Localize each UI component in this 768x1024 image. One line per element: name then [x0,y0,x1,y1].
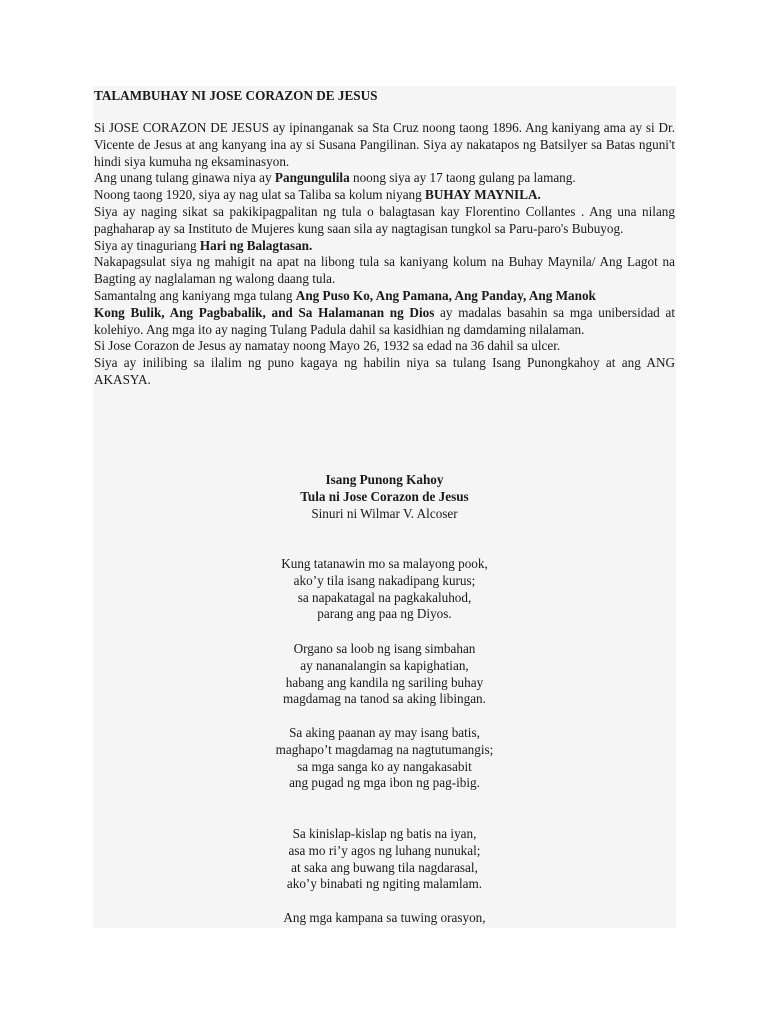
poem-line: Sa kinislap-kislap ng batis na iyan, [292,826,477,841]
poem-line: asa mo ri’y agos ng luhang nunukal; [288,842,481,858]
poem-line: ako’y tila isang nakadipang kurus; [293,572,476,588]
poem-line: sa mga sanga ko ay nangakasabit [297,758,472,774]
poem-line: Kung tatanawin mo sa malayong pook, [281,556,488,571]
bio-text: noong siya ay 17 taong gulang pa lamang. [349,170,576,186]
bio-bold-text: BUHAY MAYNILA. [425,187,541,203]
poem-stanza-3 [94,725,675,792]
bio-paragraph [94,187,675,204]
poem-line: ako’y binabati ng ngiting malamlam. [286,876,483,892]
poem-line: habang ang kandila ng sariling buhay [285,674,484,690]
document-title: TALAMBUHAY NI JOSE CORAZON DE JESUS [94,88,378,103]
bio-paragraph [94,288,675,305]
bio-paragraph [94,170,675,187]
bio-bold-text: Ang Puso Ko, Ang Pamana, Ang Panday, Ang Manok [295,287,596,303]
poem-stanza-4 [94,826,675,893]
poem-line: Organo sa loob ng isang simbahan [293,641,476,656]
poem-stanza-5 [94,910,675,927]
poem-stanza-2 [94,641,675,708]
bio-paragraph: Siya ay naging sikat sa pakikipagpalitan ng tula o balagtasan kay Florentino Collantes . Ang una nilang paghaharap ay sa Instituto de Mujeres kung saan sila ay nagtagisan tungkol sa Paru-paro's Bubuyog. [94,203,675,236]
poem-line: magdamag na tanod sa aking libingan. [283,691,486,707]
poem-analyst: Sinuri ni Wilmar V. Alcoser [311,505,458,521]
bio-bold-text: Pangungulila [274,170,350,186]
bio-paragraph [94,238,675,255]
biography-section [94,120,675,389]
poem-title: Isang Punong Kahoy [325,472,444,487]
bio-text: Ang unang tulang ginawa niya ay [94,170,275,186]
poem-stanza-1 [94,556,675,623]
bio-text: Samantalng ang kaniyang mga tulang [94,287,296,303]
poem-line: Ang mga kampana sa tuwing orasyon, [283,910,486,925]
bio-paragraph: Siya ay inilibing sa ilalim ng puno kagaya ng habilin niya sa tulang Isang Punongkahoy at ang ANG AKASYA. [94,355,675,387]
poem-header [94,472,675,522]
poem-line: ang pugad ng mga ibon ng pag-ibig. [289,775,480,791]
bio-bold-text: Hari ng Balagtasan. [199,237,313,253]
poem-line: at saka ang buwang tila nagdarasal, [291,859,478,875]
bio-bold-text: Kong Bulik, Ang Pagbabalik, and Sa Halamanan ng Dios [94,304,435,320]
poem-author: Tula ni Jose Corazon de Jesus [300,488,469,504]
poem-line: ay nananalangin sa kapighatian, [300,657,469,673]
bio-text: ay madalas basahin sa mga unibersidad at kolehiyo. Ang mga ito ay naging Tulang Padula dahil sa kasidhian ng damdaming nilalaman. [94,304,676,337]
poem-line: parang ang paa ng Diyos. [317,606,452,622]
poem-line: Sa aking paanan ay may isang batis, [289,725,480,740]
bio-paragraph: Si Jose Corazon de Jesus ay namatay noong Mayo 26, 1932 sa edad na 36 dahil sa ulcer. [94,338,561,354]
poem-line: maghapo’t magdamag na nagtutumangis; [275,741,494,757]
bio-paragraph: Si JOSE CORAZON DE JESUS ay ipinanganak sa Sta Cruz noong taong 1896. Ang kaniyang ama ay si Dr. Vicente de Jesus at ang kanyang ina ay si Susana Pangilinan. Siya ay nakatapos ng Batsilyer sa Batas nguni't hindi siya kumuha ng eksaminasyon. [94,120,675,169]
bio-text: Siya ay tinaguriang [94,237,200,253]
document-body [93,86,676,928]
bio-paragraph: Nakapagsulat siya ng mahigit na apat na libong tula sa kaniyang kolum na Buhay Maynila/ Ang Lagot na Bagting ay naglalaman ng walong daang tula. [94,254,675,287]
poem-line: sa napakatagal na pagkakaluhod, [297,589,472,605]
bio-paragraph [94,305,675,339]
bio-text: Noong taong 1920, siya ay nag ulat sa Taliba sa kolum niyang [94,187,426,203]
